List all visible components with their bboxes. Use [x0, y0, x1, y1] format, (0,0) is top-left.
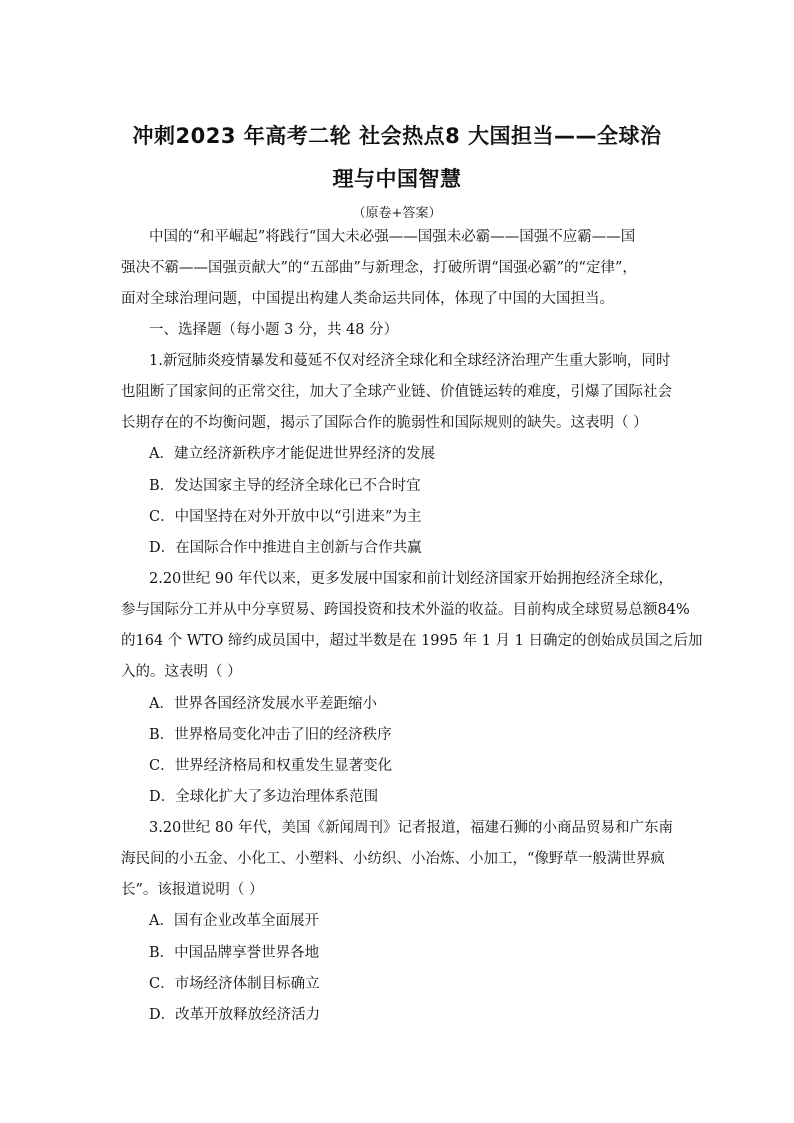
question-line: 海民间的小五金、小化工、小塑料、小纺织、小冶炼、小加工，“像野草一般满世界疯	[121, 851, 665, 867]
question-line: 长”。该报道说明（ ）	[121, 882, 264, 898]
option-c: C．世界经济格局和权重发生显著变化	[149, 758, 393, 774]
question-line: 3.20世纪 80 年代，美国《新闻周刊》记者报道，福建石狮的小商品贸易和广东南	[149, 820, 673, 836]
question-line: 也阻断了国家间的正常交往，加大了全球产业链、价值链运转的难度，引爆了国际社会	[121, 384, 672, 400]
option-a: A．世界各国经济发展水平差距缩小	[149, 696, 377, 712]
option-b: B．发达国家主导的经济全球化已不合时宜	[149, 478, 421, 494]
option-a: A．建立经济新秩序才能促进世界经济的发展	[149, 446, 435, 462]
option-c: C．中国坚持在对外开放中以“引进来”为主	[149, 509, 422, 525]
question-line: 2.20世纪 90 年代以来，更多发展中国家和前计划经济国家开始拥抱经济全球化，	[149, 571, 673, 587]
intro-line: 面对全球治理问题，中国提出构建人类命运共同体，体现了中国的大国担当。	[121, 291, 614, 307]
question-line: 1.新冠肺炎疫情暴发和蔓延不仅对经济全球化和全球经济治理产生重大影响，同时	[149, 353, 671, 369]
document-subtitle: （原卷+答案）	[352, 206, 442, 221]
option-d: D．全球化扩大了多边治理体系范围	[149, 789, 379, 805]
option-b: B．中国品牌享誉世界各地	[149, 945, 320, 961]
section-heading: 一、选择题（每小题 3 分，共 48 分）	[149, 322, 399, 338]
document-title-line-2: 理与中国智慧	[332, 167, 462, 191]
option-a: A．国有企业改革全面展开	[149, 913, 319, 929]
intro-line: 中国的“和平崛起”将践行“国大未必强——国强未必霸——国强不应霸——国	[149, 229, 636, 245]
question-line: 长期存在的不均衡问题，揭示了国际合作的脆弱性和国际规则的缺失。这表明（ ）	[121, 415, 648, 431]
option-c: C．市场经济体制目标确立	[149, 976, 320, 992]
question-line: 参与国际分工并从中分享贸易、跨国投资和技术外溢的收益。目前构成全球贸易总额84%	[121, 602, 690, 618]
option-d: D．改革开放释放经济活力	[149, 1007, 321, 1023]
question-line: 入的。这表明（ ）	[121, 664, 242, 680]
option-b: B．世界格局变化冲击了旧的经济秩序	[149, 727, 392, 743]
intro-line: 强决不霸——国强贡献大”的“五部曲”与新理念，打破所谓“国强必霸”的“定律”，	[121, 260, 637, 276]
option-d: D．在国际合作中推进自主创新与合作共赢	[149, 540, 422, 556]
document-title-line-1: 冲刺2023 年高考二轮 社会热点8 大国担当——全球治	[132, 124, 662, 148]
question-line: 的164 个 WTO 缔约成员国中，超过半数是在 1995 年 1 月 1 日确定的创始成员国之后加	[121, 633, 703, 649]
